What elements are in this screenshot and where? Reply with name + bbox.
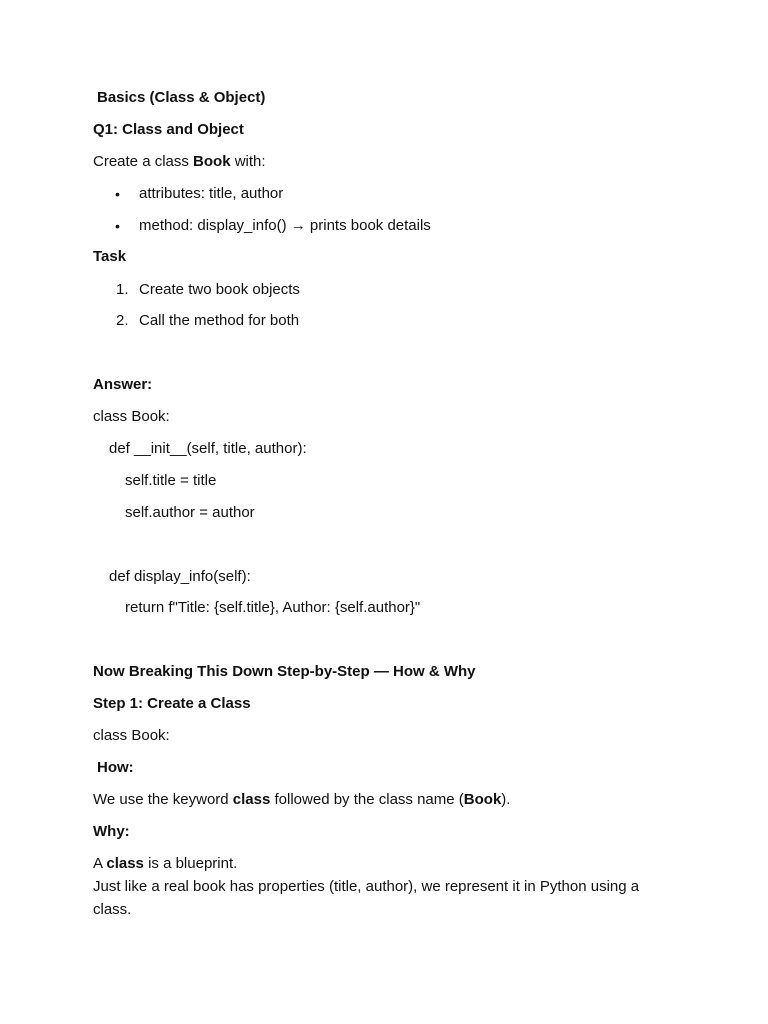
breakdown-heading: Now Breaking This Down Step-by-Step — How & Why: [93, 663, 476, 680]
how-keyword-class: class: [232, 791, 271, 808]
step1-heading: Step 1: Create a Class: [93, 695, 251, 712]
why-line-2: Just like a real book has properties (title, author), we represent it in Python using a class.: [93, 878, 640, 918]
task-heading: Task: [93, 248, 127, 265]
code-line: def __init__(self, title, author):: [109, 440, 307, 457]
intro-class-name: Book: [193, 153, 231, 170]
task-item: Call the method for both: [139, 312, 300, 329]
question-title: Q1: Class and Object: [93, 121, 244, 138]
why-heading: Why:: [93, 823, 130, 840]
how-part: followed by the class name (: [270, 791, 464, 808]
why-part: A: [93, 855, 107, 872]
bullet-icon: •: [115, 218, 120, 234]
task-number: 1.: [116, 281, 129, 298]
intro-suffix: with:: [230, 153, 266, 170]
why-part: is a blueprint.: [143, 855, 238, 872]
bullet-icon: •: [115, 186, 120, 202]
task-number: 2.: [116, 312, 129, 329]
bullet-item-method: method: display_info() → prints book details: [139, 217, 431, 234]
how-text: [93, 790, 510, 810]
code-line: class Book:: [93, 408, 170, 425]
answer-heading: Answer:: [93, 376, 153, 393]
code-line: return f"Title: {self.title}, Author: {self.author}": [125, 599, 421, 616]
task-item: Create two book objects: [139, 281, 300, 298]
how-heading: How:: [97, 759, 134, 776]
step1-code: class Book:: [93, 727, 170, 744]
why-paragraph: [93, 852, 673, 921]
why-line-1: [93, 852, 673, 875]
code-line: self.author = author: [125, 504, 255, 521]
how-class-name: Book: [463, 791, 502, 808]
how-part: ).: [501, 791, 511, 808]
intro-text: [93, 152, 266, 172]
why-keyword-class: class: [106, 855, 144, 872]
how-part: We use the keyword: [93, 791, 233, 808]
bullet-item-attributes: attributes: title, author: [139, 185, 284, 202]
section-title: Basics (Class & Object): [97, 89, 266, 106]
code-line: self.title = title: [125, 472, 217, 489]
intro-prefix: Create a class: [93, 153, 194, 170]
code-line: def display_info(self):: [109, 568, 251, 585]
